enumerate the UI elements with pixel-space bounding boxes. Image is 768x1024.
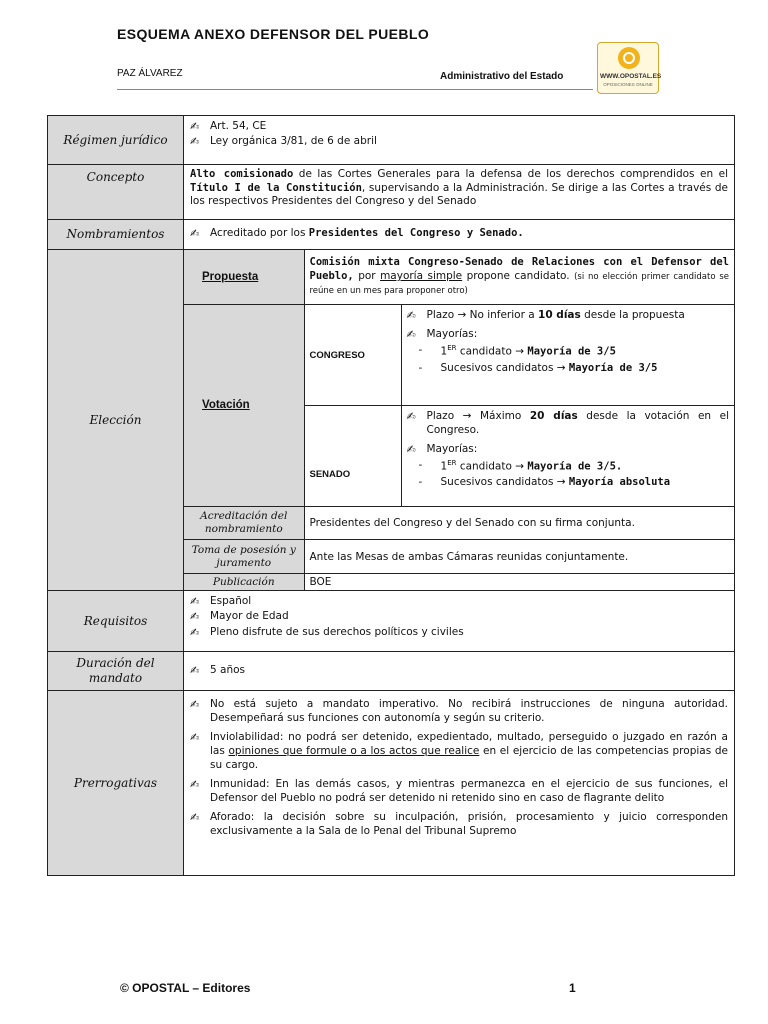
logo-subtext: OPOSICIONES ONLINE <box>603 82 653 87</box>
label-votacion: Votación <box>184 304 304 506</box>
summary-table <box>47 115 735 876</box>
author-name: PAZ ÁLVAREZ <box>117 68 183 79</box>
content-regimen <box>184 116 735 165</box>
writing-hand-icon: ✍ <box>190 663 200 677</box>
row-concepto <box>48 165 735 220</box>
writing-hand-icon: ✍ <box>406 410 416 424</box>
content-senado: ✍ Plazo → Máximo 20 días desde la votación en el Congreso. ✍ Mayorías: - 1ER candidato → Mayoría de 3/5. - Sucesivos candidatos → Mayoría absoluta <box>401 406 734 507</box>
writing-hand-icon: ✍ <box>190 227 200 241</box>
label-regimen: Régimen jurídico <box>48 116 184 165</box>
content-nombramientos: ✍ Acreditado por los Presidentes del Congreso y Senado. <box>184 220 735 250</box>
row-nombramientos <box>48 220 735 250</box>
content-requisitos <box>184 591 735 652</box>
logo-emblem-icon <box>618 47 640 69</box>
row-toma <box>184 540 734 574</box>
logo-text: WWW.OPOSTAL.ES <box>600 73 662 80</box>
list-item: ✍ No está sujeto a mandato imperativo. No recibirá instrucciones de ninguna autoridad. Desempeñará sus funciones con autonomía y según su criterio. <box>190 698 728 724</box>
row-requisitos <box>48 591 735 652</box>
writing-hand-icon: ✍ <box>190 595 200 608</box>
row-regimen <box>48 116 735 165</box>
writing-hand-icon: ✍ <box>190 811 200 825</box>
content-duracion <box>184 652 735 691</box>
writing-hand-icon: ✍ <box>190 698 200 711</box>
label-publicacion: Publicación <box>184 574 304 590</box>
row-acreditacion <box>184 506 734 539</box>
content-publicacion: BOE <box>304 574 734 590</box>
writing-hand-icon: ✍ <box>406 442 416 456</box>
label-toma: Toma de posesión y juramento <box>184 540 304 574</box>
row-prerrogativas <box>48 691 735 876</box>
subject-name: Administrativo del Estado <box>440 71 564 82</box>
row-duracion <box>48 652 735 691</box>
list-item: ✍ Inmunidad: En las demás casos, y mientras permanezca en el ejercicio de sus funciones, el Defensor del Pueblo no podrá ser detenido ni retenido sino en caso de flagrante delito <box>190 778 728 804</box>
row-publicacion <box>184 574 734 590</box>
list-item: ✍ 5 años <box>190 663 246 677</box>
list-item: ✍ Art. 54, CE <box>190 120 267 133</box>
content-prerrogativas <box>184 691 735 876</box>
content-acreditacion: Presidentes del Congreso y del Senado con su firma conjunta. <box>304 506 734 539</box>
list-item: ✍ Pleno disfrute de sus derechos políticos y civiles <box>190 625 464 639</box>
writing-hand-icon: ✍ <box>406 308 416 322</box>
content-toma: Ante las Mesas de ambas Cámaras reunidas conjuntamente. <box>304 540 734 574</box>
content-propuesta: Comisión mixta Congreso-Senado de Relaciones con el Defensor del Pueblo, por mayoría simple propone candidato. (si no elección primer candidato se reúne en un mes para proponer otro) <box>304 250 734 304</box>
label-concepto: Concepto <box>48 165 184 220</box>
row-propuesta <box>184 250 734 304</box>
label-prerrogativas: Prerrogativas <box>48 691 184 876</box>
list-item: ✍ Aforado: la decisión sobre su inculpación, prisión, procesamiento y juicio corresponden exclusivamente a la Sala de lo Penal del Tribunal Supremo <box>190 811 728 838</box>
writing-hand-icon: ✍ <box>190 778 200 792</box>
row-congreso <box>184 304 734 406</box>
label-duracion: Duración del mandato <box>48 652 184 691</box>
page-number: 1 <box>569 981 576 995</box>
eleccion-subtable <box>184 250 734 590</box>
list-item: ✍ Ley orgánica 3/81, de 6 de abril <box>190 135 377 149</box>
writing-hand-icon: ✍ <box>190 610 200 624</box>
opostal-logo <box>597 42 662 94</box>
header-divider <box>117 89 593 90</box>
writing-hand-icon: ✍ <box>190 135 200 149</box>
row-eleccion <box>48 250 735 591</box>
writing-hand-icon: ✍ <box>190 731 200 745</box>
document-title: ESQUEMA ANEXO DEFENSOR DEL PUEBLO <box>117 26 430 42</box>
label-requisitos: Requisitos <box>48 591 184 652</box>
list-item: ✍ Mayor de Edad <box>190 610 289 624</box>
content-concepto: Alto comisionado de las Cortes Generales para la defensa de los derechos comprendidos en el Título I de la Constitución, supervisando a la Administración. Se dirige a las Cortes a través de los respectivos Presidentes del Congreso y del Senado <box>184 165 735 220</box>
writing-hand-icon: ✍ <box>406 328 416 342</box>
writing-hand-icon: ✍ <box>190 120 200 133</box>
footer-copyright: © OPOSTAL – Editores <box>120 981 251 995</box>
label-congreso: CONGRESO <box>304 304 401 406</box>
list-item: ✍ Inviolabilidad: no podrá ser detenido, expedientado, multado, perseguido o juzgado en razón a las opiniones que formule o a los actos que realice en el ejercicio de las competencias propias de su cargo. <box>190 731 728 771</box>
label-eleccion: Elección <box>48 250 184 591</box>
content-congreso: ✍ Plazo → No inferior a 10 días desde la propuesta ✍ Mayorías: - 1ER candidato → Mayoría de 3/5 - Sucesivos candidatos → Mayoría de 3/5 <box>401 304 734 406</box>
list-item: ✍ Español <box>190 595 252 608</box>
label-senado: SENADO <box>304 406 401 507</box>
label-acreditacion: Acreditación del nombramiento <box>184 506 304 539</box>
label-nombramientos: Nombramientos <box>48 220 184 250</box>
content-eleccion <box>184 250 735 591</box>
label-propuesta: Propuesta <box>184 250 304 304</box>
writing-hand-icon: ✍ <box>190 625 200 639</box>
